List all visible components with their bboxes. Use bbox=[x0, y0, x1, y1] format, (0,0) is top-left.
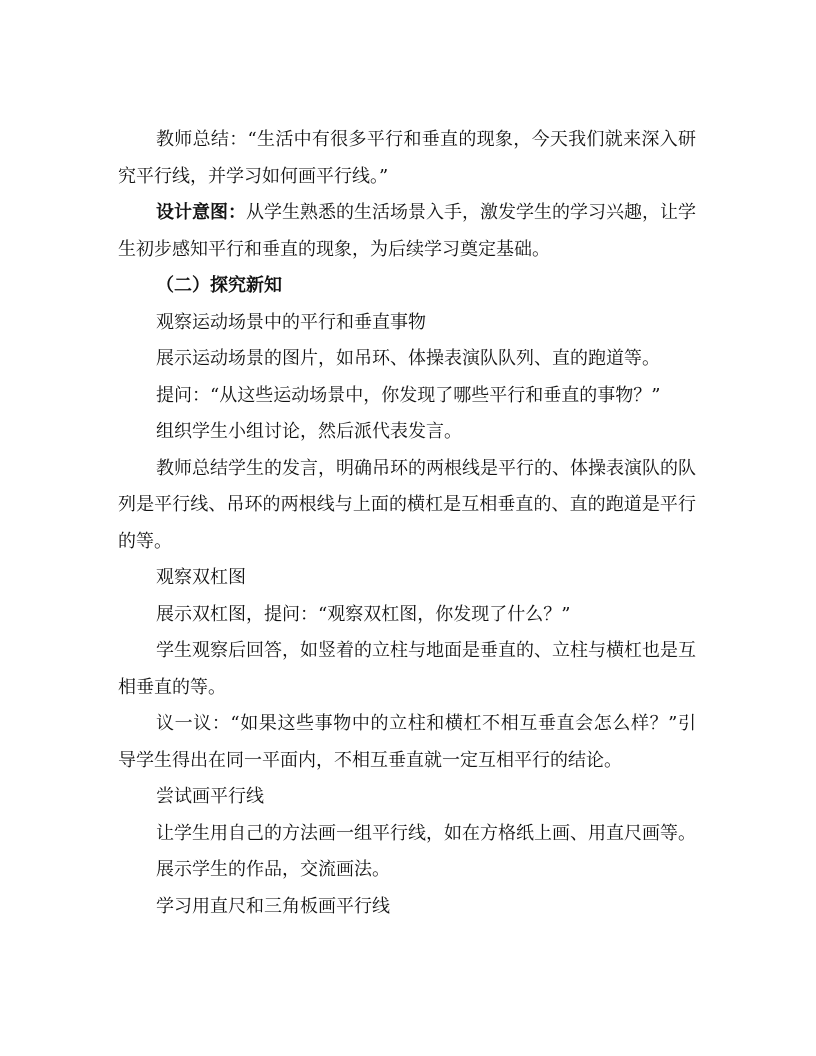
paragraph-discuss: 议一议：“如果这些事物中的立柱和横杠不相互垂直会怎么样？”引导学生得出在同一平面内，不相互垂直就一定互相平行的结论。 bbox=[118, 713, 696, 771]
paragraph-question: 提问：“从这些运动场景中，你发现了哪些平行和垂直的事物？” bbox=[156, 384, 661, 406]
paragraph-teacher-summary: 教师总结：“生活中有很多平行和垂直的现象，今天我们就来深入研究平行线，并学习如何画平行线。” bbox=[118, 129, 696, 187]
section-heading: （二）探究新知 bbox=[156, 275, 282, 296]
paragraph-design-intent bbox=[118, 195, 696, 268]
paragraph-show-bars: 展示双杠图，提问：“观察双杠图，你发现了什么？” bbox=[156, 603, 571, 625]
paragraph-observe-bars: 观察双杠图 bbox=[156, 567, 246, 588]
paragraph-learn-ruler: 学习用直尺和三角板画平行线 bbox=[156, 895, 390, 917]
paragraph-student-answer: 学生观察后回答，如竖着的立柱与地面是垂直的、立柱与横杠也是互相垂直的等。 bbox=[118, 640, 696, 698]
paragraph-show-images: 展示运动场景的图片，如吊环、体操表演队队列、直的跑道等。 bbox=[156, 348, 660, 369]
paragraph-own-method: 让学生用自己的方法画一组平行线，如在方格纸上画、用直尺画等。 bbox=[156, 822, 696, 844]
document-page bbox=[118, 122, 696, 925]
paragraph-group-discussion: 组织学生小组讨论，然后派代表发言。 bbox=[156, 421, 462, 442]
paragraph-teacher-conclusion: 教师总结学生的发言，明确吊环的两根线是平行的、体操表演队的队列是平行线、吊环的两根线与上面的横杠是互相垂直的、直的跑道是平行的等。 bbox=[118, 457, 696, 552]
paragraph-show-works: 展示学生的作品，交流画法。 bbox=[156, 859, 390, 880]
design-intent-text: 从学生熟悉的生活场景入手，激发学生的学习兴趣，让学生初步感知平行和垂直的现象，为后续学习奠定基础。 bbox=[118, 202, 696, 260]
paragraph-observe-sports: 观察运动场景中的平行和垂直事物 bbox=[156, 311, 426, 333]
paragraph-try-drawing: 尝试画平行线 bbox=[156, 786, 264, 807]
design-intent-label: 设计意图： bbox=[156, 202, 246, 223]
